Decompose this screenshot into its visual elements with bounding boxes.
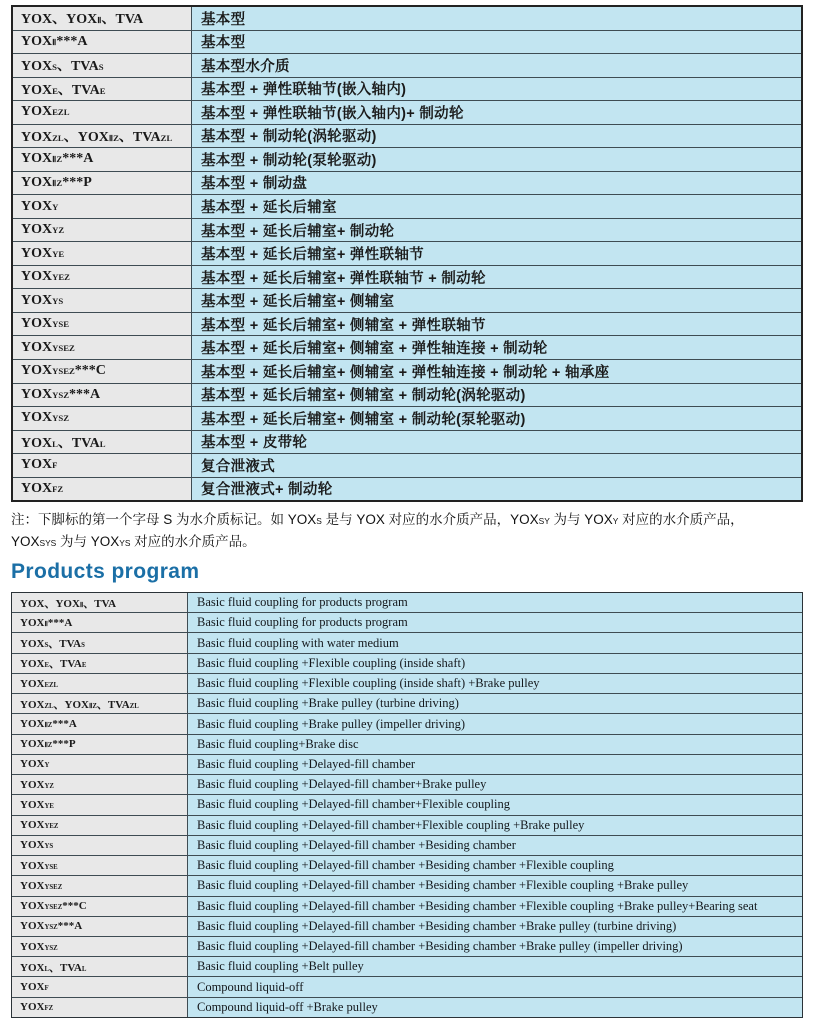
model-cell xyxy=(13,242,192,265)
model-cell xyxy=(12,775,188,794)
table-row xyxy=(13,194,801,218)
subscript: Ⅱ xyxy=(52,36,57,47)
model-label: YOXYE xyxy=(20,798,54,811)
table-row xyxy=(13,312,801,336)
model-cell xyxy=(12,755,188,774)
subscript: ⅡZ xyxy=(44,722,53,730)
model-cell xyxy=(12,897,188,916)
description-cell xyxy=(188,795,802,814)
description-cell xyxy=(192,289,801,312)
model-cell xyxy=(13,360,192,383)
subscript: YSZ xyxy=(44,944,58,952)
model-label: YOXF xyxy=(21,457,58,473)
table-row xyxy=(12,593,802,612)
description-label: Basic fluid coupling +Brake pulley (impeller driving) xyxy=(197,716,466,731)
subscript: YSEZ xyxy=(44,904,63,912)
model-cell xyxy=(12,654,188,673)
subscript: YE xyxy=(44,802,54,810)
description-label: Basic fluid coupling +Delayed-fill chamber +Besiding chamber +Flexible coupling +Brake pulley+Bearing seat xyxy=(197,898,758,913)
description-cell xyxy=(192,54,801,77)
subscript: S xyxy=(44,642,49,650)
description-cell xyxy=(188,957,802,976)
table-row xyxy=(12,976,802,996)
subscript: YS xyxy=(119,538,131,548)
subscript: YEZ xyxy=(52,272,70,283)
description-label: 基本型 + 皮带轮 xyxy=(201,435,308,452)
description-label: Basic fluid coupling +Delayed-fill chamber +Besiding chamber xyxy=(197,837,516,852)
description-cell xyxy=(188,633,802,652)
model-cell xyxy=(13,148,192,171)
subscript: S xyxy=(81,642,85,650)
model-cell xyxy=(12,674,188,693)
model-label: YOXF xyxy=(20,981,49,994)
table-row xyxy=(13,383,801,407)
description-label: 基本型 + 弹性联轴节(嵌入轴内)+ 制动轮 xyxy=(201,105,464,122)
table-row xyxy=(12,815,802,835)
table-row xyxy=(13,218,801,242)
subscript: EZL xyxy=(52,107,70,118)
table-row xyxy=(12,754,802,774)
table-row xyxy=(13,7,801,30)
model-cell xyxy=(13,31,192,54)
description-cell xyxy=(188,998,802,1017)
subscript: ZL xyxy=(129,702,139,710)
model-cell xyxy=(13,101,192,124)
description-label: 基本型 + 延长后辅室+ 弹性联轴节 xyxy=(201,247,424,264)
table-row xyxy=(12,936,802,956)
subscript: F xyxy=(52,460,58,471)
subscript: YZ xyxy=(44,782,54,790)
subscript: ZL xyxy=(52,132,64,143)
subscript: E xyxy=(52,85,58,96)
model-cell xyxy=(13,125,192,148)
subscript: YS xyxy=(44,843,54,851)
subscript: Y xyxy=(612,516,619,526)
subscript: L xyxy=(52,438,58,449)
description-label: 基本型 + 延长后辅室+ 侧辅室 + 弹性轴连接 + 制动轮 xyxy=(201,341,548,358)
description-label: 基本型水介质 xyxy=(201,58,290,75)
description-label: 基本型 xyxy=(201,11,246,28)
table-row xyxy=(12,855,802,875)
table-row xyxy=(12,734,802,754)
model-cell xyxy=(13,195,192,218)
subscript: L xyxy=(81,965,87,973)
model-label: YOXL、TVAL xyxy=(20,961,87,974)
description-cell xyxy=(188,593,802,612)
model-label: YOXYSE xyxy=(20,859,58,872)
description-label: Basic fluid coupling for products program xyxy=(197,595,408,610)
section-heading: Products program xyxy=(11,560,200,583)
description-label: 基本型 + 制动盘 xyxy=(201,176,308,193)
description-cell xyxy=(188,674,802,693)
table-row xyxy=(13,171,801,195)
model-label: YOXEZL xyxy=(20,677,59,690)
model-cell xyxy=(12,917,188,936)
subscript: YS xyxy=(52,295,64,306)
model-label: YOXEZL xyxy=(21,104,70,120)
description-cell xyxy=(192,148,801,171)
subscript: ⅡZ xyxy=(52,154,63,165)
description-label: 基本型 + 延长后辅室+ 侧辅室 + 弹性联轴节 xyxy=(201,317,486,334)
subscript: Ⅱ xyxy=(44,620,48,628)
footnote xyxy=(11,509,807,553)
subscript: S xyxy=(98,62,104,73)
footnote-line-1: 注：下脚标的第一个字母 S 为水介质标记。如 YOXS 是与 YOX 对应的水介质产品，YOXSY 为与 YOXY 对应的水介质产品， xyxy=(11,512,744,527)
model-label: YOXYE xyxy=(21,245,65,261)
model-cell xyxy=(13,384,192,407)
description-cell xyxy=(188,836,802,855)
model-label: YOXE、TVAE xyxy=(21,82,106,98)
subscript: L xyxy=(99,438,106,449)
table-row xyxy=(12,713,802,733)
table-row xyxy=(12,774,802,794)
model-cell xyxy=(13,172,192,195)
description-label: Basic fluid coupling +Delayed-fill chamber xyxy=(197,756,416,771)
description-cell xyxy=(192,478,801,501)
model-label: YOXYSEZ xyxy=(21,339,75,355)
model-label: YOXⅡZ***P xyxy=(20,738,76,751)
model-label: YOXY xyxy=(21,198,59,214)
subscript: E xyxy=(44,662,49,670)
model-cell xyxy=(13,431,192,454)
model-label: YOXYZ xyxy=(21,222,65,238)
description-label: Basic fluid coupling +Flexible coupling (inside shaft) xyxy=(197,655,466,670)
model-label: YOXL、TVAL xyxy=(21,435,106,451)
subscript: YSE xyxy=(44,863,58,871)
subscript: ⅡZ xyxy=(44,742,53,750)
description-label: Compound liquid-off xyxy=(197,979,304,994)
table-row xyxy=(12,693,802,713)
model-label: YOXS、TVAS xyxy=(21,59,104,75)
model-cell xyxy=(12,694,188,713)
model-label: YOXYSZ***A xyxy=(21,386,101,402)
table-row xyxy=(12,794,802,814)
subscript: E xyxy=(99,85,106,96)
model-cell xyxy=(12,856,188,875)
model-cell xyxy=(13,289,192,312)
model-cell xyxy=(12,633,188,652)
subscript: YEZ xyxy=(44,823,59,831)
description-cell xyxy=(192,313,801,336)
subscript: YSEZ xyxy=(52,342,75,353)
description-label: Basic fluid coupling +Flexible coupling (inside shaft) +Brake pulley xyxy=(197,676,540,691)
model-label: YOX、YOXⅡ、TVA xyxy=(20,597,117,610)
model-cell xyxy=(13,219,192,242)
description-label: Basic fluid coupling +Delayed-fill chamber+Flexible coupling xyxy=(197,797,510,812)
description-label: Basic fluid coupling +Delayed-fill chamber +Besiding chamber +Brake pulley (impeller driving) xyxy=(197,939,683,954)
model-label: YOXYSE xyxy=(21,316,69,332)
subscript: FZ xyxy=(52,483,64,494)
description-cell xyxy=(188,775,802,794)
description-label: Basic fluid coupling with water medium xyxy=(197,635,399,650)
table-row xyxy=(12,835,802,855)
description-label: Compound liquid-off +Brake pulley xyxy=(197,999,378,1014)
description-cell xyxy=(188,613,802,632)
model-cell xyxy=(12,957,188,976)
description-label: Basic fluid coupling +Brake pulley (turbine driving) xyxy=(197,696,459,711)
description-label: 基本型 + 制动轮(涡轮驱动) xyxy=(201,129,377,146)
table-row xyxy=(13,359,801,383)
description-label: 复合泄液式 xyxy=(201,458,275,475)
table-row xyxy=(12,896,802,916)
model-label: YOXE、TVAE xyxy=(20,658,87,671)
table-row xyxy=(13,53,801,77)
table-row xyxy=(12,632,802,652)
description-cell xyxy=(192,336,801,359)
model-label: YOXZL、YOXⅡZ、TVAZL xyxy=(21,129,173,145)
description-cell xyxy=(188,735,802,754)
table-row xyxy=(13,241,801,265)
description-cell xyxy=(192,101,801,124)
model-cell xyxy=(12,593,188,612)
model-label: YOXYS xyxy=(21,292,64,308)
description-cell xyxy=(188,876,802,895)
table-row xyxy=(13,288,801,312)
description-cell xyxy=(188,977,802,996)
model-label: YOXⅡZ***A xyxy=(20,718,77,731)
subscript: YSZ xyxy=(52,389,69,400)
description-label: 基本型 + 延长后辅室+ 弹性联轴节 + 制动轮 xyxy=(201,270,486,287)
description-label: Basic fluid coupling +Delayed-fill chamber +Besiding chamber +Flexible coupling +Brake pulley xyxy=(197,878,689,893)
description-cell xyxy=(192,31,801,54)
table-row xyxy=(13,430,801,454)
model-label: YOXYSZ xyxy=(20,940,58,953)
table-row xyxy=(12,956,802,976)
description-cell xyxy=(192,7,801,30)
description-cell xyxy=(192,431,801,454)
table-row xyxy=(12,875,802,895)
description-cell xyxy=(192,360,801,383)
chinese-products-table xyxy=(11,5,803,502)
table-row xyxy=(13,265,801,289)
model-label: YOXYSEZ***C xyxy=(21,363,106,379)
model-cell xyxy=(12,937,188,956)
description-label: Basic fluid coupling+Brake disc xyxy=(197,736,359,751)
table-row xyxy=(12,673,802,693)
subscript: YZ xyxy=(52,225,65,236)
description-label: 基本型 + 弹性联轴节(嵌入轴内) xyxy=(201,82,407,99)
model-cell xyxy=(13,407,192,430)
subscript: SY xyxy=(538,516,550,526)
table-row xyxy=(13,453,801,477)
subscript: ZL xyxy=(44,702,54,710)
subscript: YSEZ xyxy=(44,883,63,891)
model-cell xyxy=(13,454,192,477)
description-cell xyxy=(188,714,802,733)
description-label: Basic fluid coupling +Delayed-fill chamber+Brake pulley xyxy=(197,777,487,792)
model-label: YOXⅡZ***A xyxy=(21,151,94,167)
model-cell xyxy=(13,478,192,501)
model-label: YOXYS xyxy=(20,839,54,852)
subscript: Ⅱ xyxy=(79,601,84,609)
model-cell xyxy=(12,998,188,1017)
description-label: Basic fluid coupling for products program xyxy=(197,615,408,630)
model-label: YOXⅡ***A xyxy=(21,33,88,49)
subscript: YSEZ xyxy=(52,366,75,377)
model-cell xyxy=(12,613,188,632)
description-cell xyxy=(192,454,801,477)
description-cell xyxy=(192,384,801,407)
model-label: YOXYSZ***A xyxy=(20,920,83,933)
description-label: Basic fluid coupling +Delayed-fill chamber +Besiding chamber +Flexible coupling xyxy=(197,858,614,873)
model-label: YOXS、TVAS xyxy=(20,638,85,651)
subscript: E xyxy=(81,662,87,670)
subscript: SYS xyxy=(39,538,57,548)
footnote-line-2: YOXSYS 为与 YOXYS 对应的水介质产品。 xyxy=(11,534,256,549)
subscript: YE xyxy=(52,248,65,259)
model-cell xyxy=(13,54,192,77)
description-cell xyxy=(192,266,801,289)
table-row xyxy=(13,477,801,501)
table-row xyxy=(12,653,802,673)
subscript: ⅡZ xyxy=(52,177,63,188)
subscript: L xyxy=(44,965,49,973)
description-cell xyxy=(188,856,802,875)
description-cell xyxy=(188,937,802,956)
model-cell xyxy=(12,795,188,814)
description-cell xyxy=(192,242,801,265)
subscript: Y xyxy=(52,201,59,212)
model-label: YOXFZ xyxy=(21,480,64,496)
model-cell xyxy=(13,78,192,101)
description-label: 基本型 + 延长后辅室+ 侧辅室 + 制动轮(泵轮驱动) xyxy=(201,411,526,428)
description-cell xyxy=(192,219,801,242)
description-cell xyxy=(188,897,802,916)
description-label: 基本型 + 延长后辅室+ 侧辅室 + 弹性轴连接 + 制动轮 + 轴承座 xyxy=(201,364,610,381)
description-cell xyxy=(188,654,802,673)
description-cell xyxy=(188,755,802,774)
model-label: YOXⅡZ***P xyxy=(21,174,92,190)
subscript: F xyxy=(44,985,49,993)
model-label: YOXZL、YOXⅡZ、TVAZL xyxy=(20,698,139,711)
subscript: YSZ xyxy=(52,413,69,424)
model-cell xyxy=(13,266,192,289)
table-row xyxy=(13,30,801,54)
subscript: ZL xyxy=(160,132,173,143)
table-row xyxy=(13,124,801,148)
model-cell xyxy=(12,876,188,895)
subscript: YSZ xyxy=(44,924,58,932)
model-cell xyxy=(13,7,192,30)
description-cell xyxy=(192,195,801,218)
description-cell xyxy=(188,816,802,835)
subscript: ⅡZ xyxy=(89,702,97,710)
description-cell xyxy=(192,78,801,101)
table-row xyxy=(12,997,802,1017)
description-cell xyxy=(192,407,801,430)
subscript: ⅡZ xyxy=(108,132,119,143)
model-label: YOXⅡ***A xyxy=(20,616,73,629)
description-cell xyxy=(188,694,802,713)
description-cell xyxy=(188,917,802,936)
table-row xyxy=(13,77,801,101)
subscript: FZ xyxy=(44,1005,54,1013)
model-label: YOX、YOXⅡ、TVA xyxy=(21,12,144,28)
description-label: 基本型 + 延长后辅室+ 侧辅室 + 制动轮(涡轮驱动) xyxy=(201,388,526,405)
model-label: YOXYZ xyxy=(20,778,54,791)
model-cell xyxy=(12,977,188,996)
model-cell xyxy=(12,816,188,835)
model-cell xyxy=(12,714,188,733)
table-row xyxy=(13,406,801,430)
table-row xyxy=(13,147,801,171)
model-label: YOXFZ xyxy=(20,1001,54,1014)
description-label: Basic fluid coupling +Belt pulley xyxy=(197,959,364,974)
subscript: S xyxy=(316,516,322,526)
description-cell xyxy=(192,125,801,148)
subscript: YSE xyxy=(52,319,69,330)
model-label: YOXYSZ xyxy=(21,410,69,426)
model-cell xyxy=(12,735,188,754)
model-cell xyxy=(13,313,192,336)
description-label: 基本型 + 延长后辅室 xyxy=(201,200,337,217)
subscript: Ⅱ xyxy=(97,15,102,26)
table-row xyxy=(13,335,801,359)
table-row xyxy=(12,612,802,632)
model-label: YOXYSEZ xyxy=(20,879,63,892)
description-label: Basic fluid coupling +Delayed-fill chamber +Besiding chamber +Brake pulley (turbine driving) xyxy=(197,918,677,933)
description-label: 基本型 + 制动轮(泵轮驱动) xyxy=(201,152,377,169)
description-cell xyxy=(192,172,801,195)
table-row xyxy=(12,916,802,936)
subscript: EZL xyxy=(44,681,59,689)
subscript: S xyxy=(52,62,57,73)
english-products-table xyxy=(11,592,803,1018)
model-label: YOXYEZ xyxy=(20,819,59,832)
description-label: 基本型 xyxy=(201,35,246,52)
description-label: Basic fluid coupling +Delayed-fill chamber+Flexible coupling +Brake pulley xyxy=(197,817,585,832)
description-label: 基本型 + 延长后辅室+ 侧辅室 xyxy=(201,294,395,311)
model-label: YOXY xyxy=(20,758,50,771)
description-label: 复合泄液式+ 制动轮 xyxy=(201,482,333,499)
subscript: Y xyxy=(44,762,50,770)
model-label: YOXYSEZ***C xyxy=(20,900,87,913)
table-row xyxy=(13,100,801,124)
model-cell xyxy=(12,836,188,855)
description-label: 基本型 + 延长后辅室+ 制动轮 xyxy=(201,223,395,240)
model-cell xyxy=(13,336,192,359)
model-label: YOXYEZ xyxy=(21,269,70,285)
